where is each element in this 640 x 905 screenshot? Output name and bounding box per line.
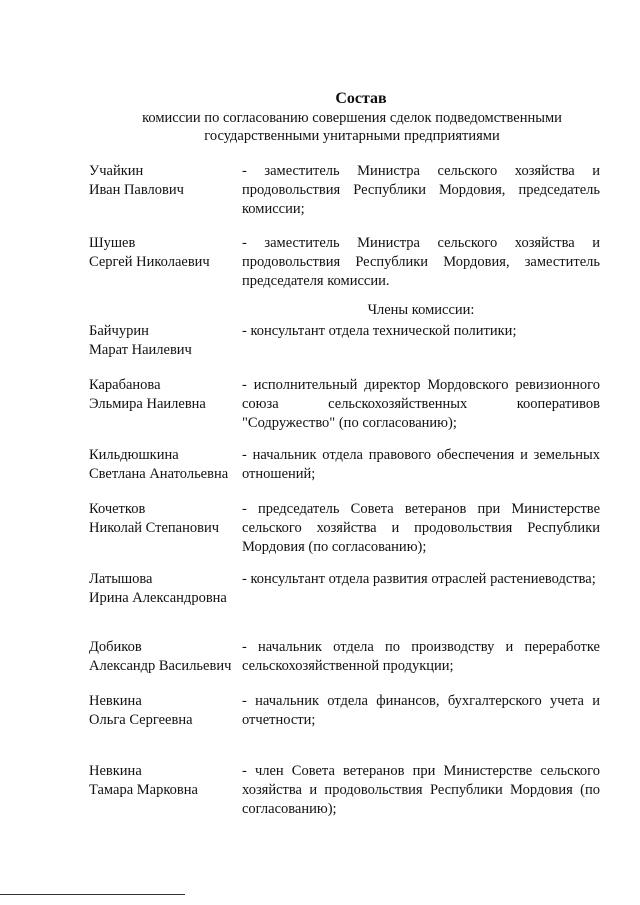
member-surname: Байчурин [89, 323, 149, 339]
member-role: - заместитель Министра сельского хозяйства и продовольствия Республики Мордовия, заместитель председателя комиссии. [242, 235, 600, 289]
member-surname: Невкина [89, 763, 142, 779]
member-surname: Кочетков [89, 501, 146, 517]
member-given-name: Светлана Анатольевна [89, 466, 229, 482]
members-heading: Члены комиссии: [367, 302, 475, 318]
member-given-name: Сергей Николаевич [89, 254, 210, 270]
member-role: - исполнительный директор Мордовского ревизионного союза сельскохозяйственных кооперативов "Содружество" (по согласованию); [242, 377, 600, 431]
member-surname: Латышова [89, 571, 153, 587]
member-role: - консультант отдела развития отраслей растениеводства; [242, 571, 596, 587]
member-given-name: Ольга Сергеевна [89, 712, 193, 728]
member-surname: Шушев [89, 235, 136, 251]
member-surname: Карабанова [89, 377, 161, 393]
member-role: - председатель Совета ветеранов при Министерстве сельского хозяйства и продовольствия Республики Мордовия (по согласованию); [242, 501, 600, 555]
member-given-name: Иван Павлович [89, 182, 184, 198]
member-surname: Кильдюшкина [89, 447, 179, 463]
member-role: - начальник отдела финансов, бухгалтерского учета и отчетности; [242, 693, 600, 728]
member-role: - заместитель Министра сельского хозяйства и продовольствия Республики Мордовия, председатель комиссии; [242, 163, 600, 217]
member-given-name: Александр Васильевич [89, 658, 232, 674]
member-given-name: Марат Наилевич [89, 342, 192, 358]
member-role: - начальник отдела по производству и переработке сельскохозяйственной продукции; [242, 639, 600, 674]
footer-rule [0, 894, 185, 895]
member-given-name: Николай Степанович [89, 520, 220, 536]
member-given-name: Тамара Марковна [89, 782, 198, 798]
member-surname: Невкина [89, 693, 142, 709]
document-title: Состав [335, 90, 387, 107]
member-given-name: Ирина Александровна [89, 590, 227, 606]
member-surname: Учайкин [89, 163, 144, 179]
member-given-name: Эльмира Наилевна [89, 396, 206, 412]
member-role: - член Совета ветеранов при Министерстве сельского хозяйства и продовольствия Республики Мордовия (по согласованию); [242, 763, 600, 817]
document-subtitle: комиссии по согласованию совершения сделок подведомственными государственными унитарными предприятиями [142, 110, 562, 144]
member-surname: Добиков [89, 639, 142, 655]
member-role: - консультант отдела технической политики; [242, 323, 517, 339]
member-role: - начальник отдела правового обеспечения и земельных отношений; [242, 447, 600, 482]
